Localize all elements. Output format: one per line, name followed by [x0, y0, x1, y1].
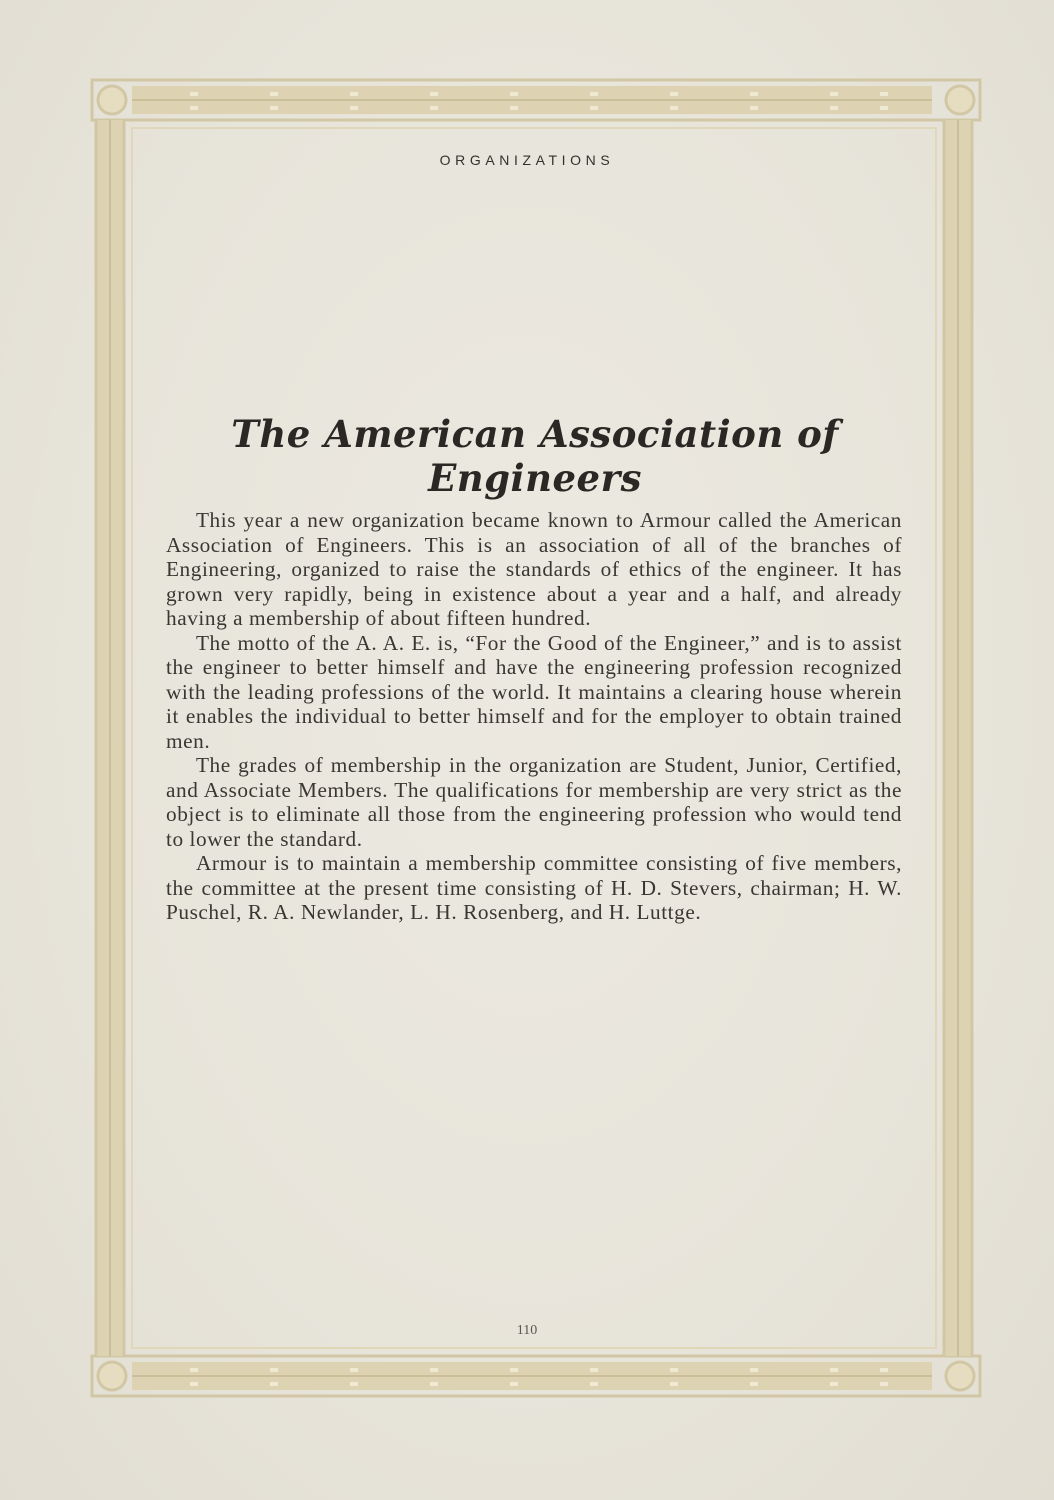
paragraph: The motto of the A. A. E. is, “For the Good of the Engineer,” and is to assist the engineer to better himself and have the engineering profession recognized with the leading professions of the world. It maintains a clearing house wherein it enables the individual to better himself and for the employer to obtain trained men. [166, 630, 902, 753]
article-body [166, 508, 902, 925]
paragraph: The grades of membership in the organization are Student, Junior, Certified, and Associate Members. The qualifications for membership are very strict as the object is to eliminate all those from the engineering profession who would tend to lower the standard. [166, 753, 902, 851]
page-number: 110 [516, 1323, 538, 1338]
section-header: ORGANIZATIONS [439, 152, 615, 168]
paragraph: Armour is to maintain a membership committee consisting of five members, the committee at the present time consisting of H. D. Stevers, chairman; H. W. Puschel, R. A. Newlander, L. H. Rosenberg, and H. Luttge. [166, 851, 902, 924]
article-title: The American Association of Engineers [231, 412, 839, 500]
paragraph: This year a new organization became known to Armour called the American Association of Engineers. This is an association of all of the branches of Engineering, organized to raise the standards of ethics of the engineer. It has grown very rapidly, being in existence about a year and a half, and already having a membership of about fifteen hundred. [166, 508, 902, 630]
